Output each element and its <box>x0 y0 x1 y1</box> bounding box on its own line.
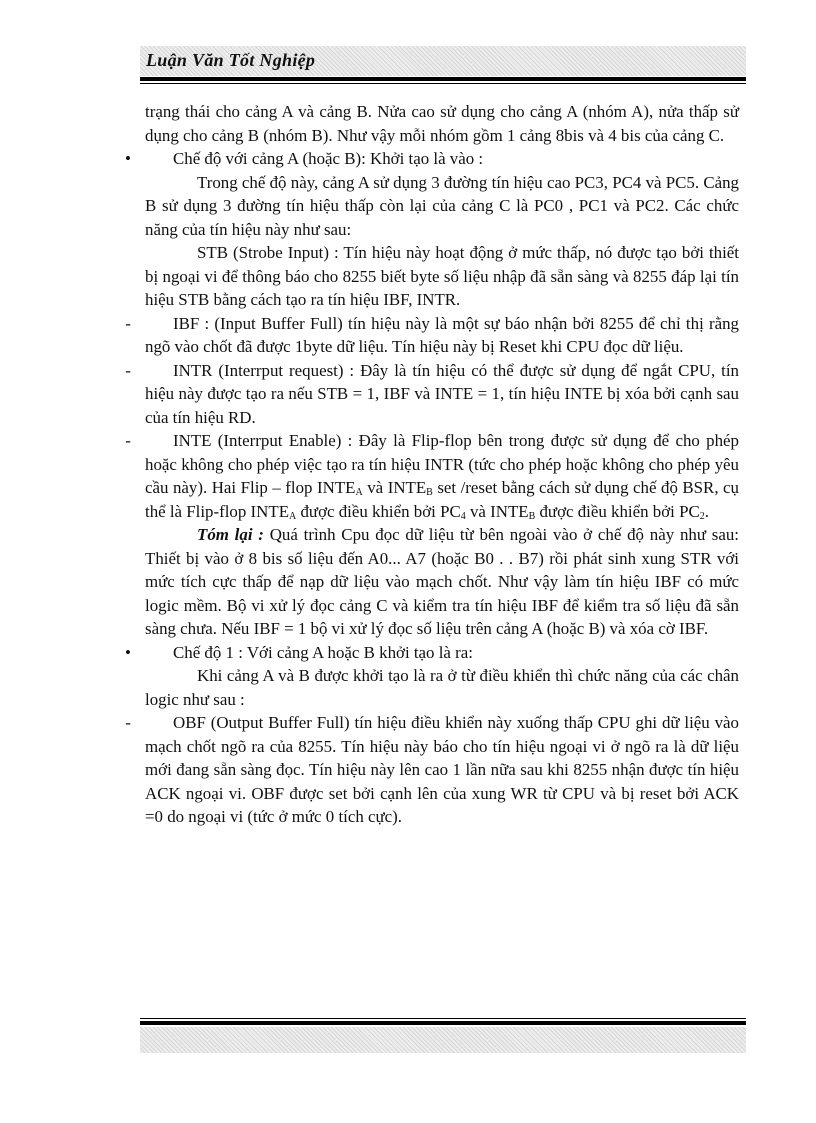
footer-band <box>140 1027 746 1053</box>
bullet-text: Chế độ với cảng A (hoặc B): Khởi tạo là vào : <box>173 149 484 168</box>
dash-marker: - <box>125 431 131 450</box>
subscript: B <box>528 510 536 522</box>
paragraph-output-intro: Khi cảng A và B được khởi tạo là ra ở từ điều khiển thì chức năng của các chân logic như sau : <box>145 666 739 709</box>
bullet-item-mode-input <box>125 147 739 171</box>
dash-marker: - <box>125 313 131 333</box>
paragraph-mode-description: Trong chế độ này, cảng A sử dụng 3 đường tín hiệu cao PC3, PC4 và PC5. Cảng B sử dụng 3 đường tín hiệu thấp còn lại của cảng C là PC0 , PC1 và PC2. Các chức năng của tín hiệu này như sau: <box>145 172 739 239</box>
bullet-marker: • <box>125 642 131 662</box>
text-run: set /reset bằng cách sử dụng chế độ BSR, cụ thể là Flip-flop INTE <box>145 478 740 521</box>
text-run: và INTE <box>465 501 529 521</box>
subscript: B <box>426 487 433 498</box>
subscript: 4 <box>460 510 466 522</box>
subscript: A <box>355 487 363 498</box>
summary-text: Quá trình Cpu đọc dữ liệu từ bên ngoài vào ở chế độ này như sau: Thiết bị vào ở 8 bis số liệu đến A0... A7 (hoặc B0 . . B7) rồi phát sinh xung STR với mức tích cực thấp để nạp dữ liệu vào mạch chốt. Như vậy làm tín hiệu IBF có mức logic mềm. Bộ vi xử lý đọc cảng C và kiểm tra tín hiệu IBF để kiểm tra số liệu đã sẵn sàng chưa. Nếu IBF = 1 bộ vi xử lý đọc số liệu trên cảng A (hoặc B) và xóa cờ IBF. <box>145 525 739 638</box>
text-run: . <box>704 501 709 521</box>
header-title: Luận Văn Tốt Nghiệp <box>146 50 316 70</box>
dash-text: IBF : (Input Buffer Full) tín hiệu này là một sự báo nhận bởi 8255 để chỉ thị rằng ngõ vào chốt đã được 1byte dữ liệu. Tín hiệu này bị Reset khi CPU đọc dữ liệu. <box>145 313 739 356</box>
dash-item-intr <box>125 359 739 430</box>
dash-text: INTR (Interrput request) : Đây là tín hiệu có thể được sử dụng để ngắt CPU, tín hiệu này được tạo ra nếu STB = 1, IBF và INTE = 1, tín hiệu INTE bị xóa bởi cạnh sau của tín hiệu RD. <box>145 360 739 427</box>
footer-rule-thin <box>140 1018 746 1019</box>
text-run: được điều khiển bởi PC <box>296 501 461 521</box>
header-rule-thin <box>140 83 746 84</box>
footer-rule-thick <box>140 1021 746 1025</box>
text-run: được điều khiển bởi PC <box>535 501 700 521</box>
bullet-marker: • <box>125 149 131 168</box>
dash-text: OBF (Output Buffer Full) tín hiệu điều khiển này xuống thấp CPU ghi dữ liệu vào mạch chốt ngõ ra của 8255. Tín hiệu này báo cho tín hiệu ngoại vi ở ngõ ra là dữ liệu mới đang sẵn sàng đọc. Tín hiệu này lên cao 1 lần nữa sau khi 8255 nhận được tín hiệu ACK ngoại vi. OBF được set bởi cạnh lên của xung WR từ CPU và bị reset bởi ACK =0 do ngoại vi (tức ở mức 0 tích cực). <box>145 713 739 826</box>
subscript: A <box>289 510 297 522</box>
header-band <box>140 46 746 76</box>
summary-label: Tóm lại : <box>197 525 264 544</box>
paragraph-stb: STB (Strobe Input) : Tín hiệu này hoạt động ở mức thấp, nó được tạo bởi thiết bị ngoại vi để thông báo cho 8255 biết byte số liệu nhập đã sẵn sàng và 8255 đáp lại tín hiệu STB bằng cách tạo ra tín hiệu IBF, INTR. <box>145 243 739 309</box>
header-rule-thick <box>140 77 746 81</box>
paragraph-summary <box>145 523 739 641</box>
dash-item-ibf <box>125 312 739 359</box>
subscript: 2 <box>699 510 705 522</box>
dash-marker: - <box>125 713 131 732</box>
bullet-text: Chế độ 1 : Với cảng A hoặc B khởi tạo là ra: <box>173 642 473 662</box>
bullet-item-mode1-output <box>125 641 739 665</box>
paragraph-intro: trạng thái cho cảng A và cảng B. Nửa cao sử dụng cho cảng A (nhóm A), nửa thấp sử dụng cho cảng B (nhóm B). Như vậy mỗi nhóm gồm 1 cảng 8bis và 4 bis của cảng C. <box>145 102 739 145</box>
dash-item-inte <box>125 429 740 523</box>
dash-item-obf <box>125 711 739 829</box>
text-run: và INTE <box>362 478 427 497</box>
text-run: INTE (Interrput Enable) : Đây là Flip-flop bên trong được sử dụng để cho phép hoặc không cho phép việc tạo ra tín hiệu INTR (tức cho phép hoặc không cho phép yêu cầu này). Hai Flip – flop INTE <box>145 431 739 497</box>
document-body <box>125 100 740 829</box>
dash-marker: - <box>125 360 131 380</box>
